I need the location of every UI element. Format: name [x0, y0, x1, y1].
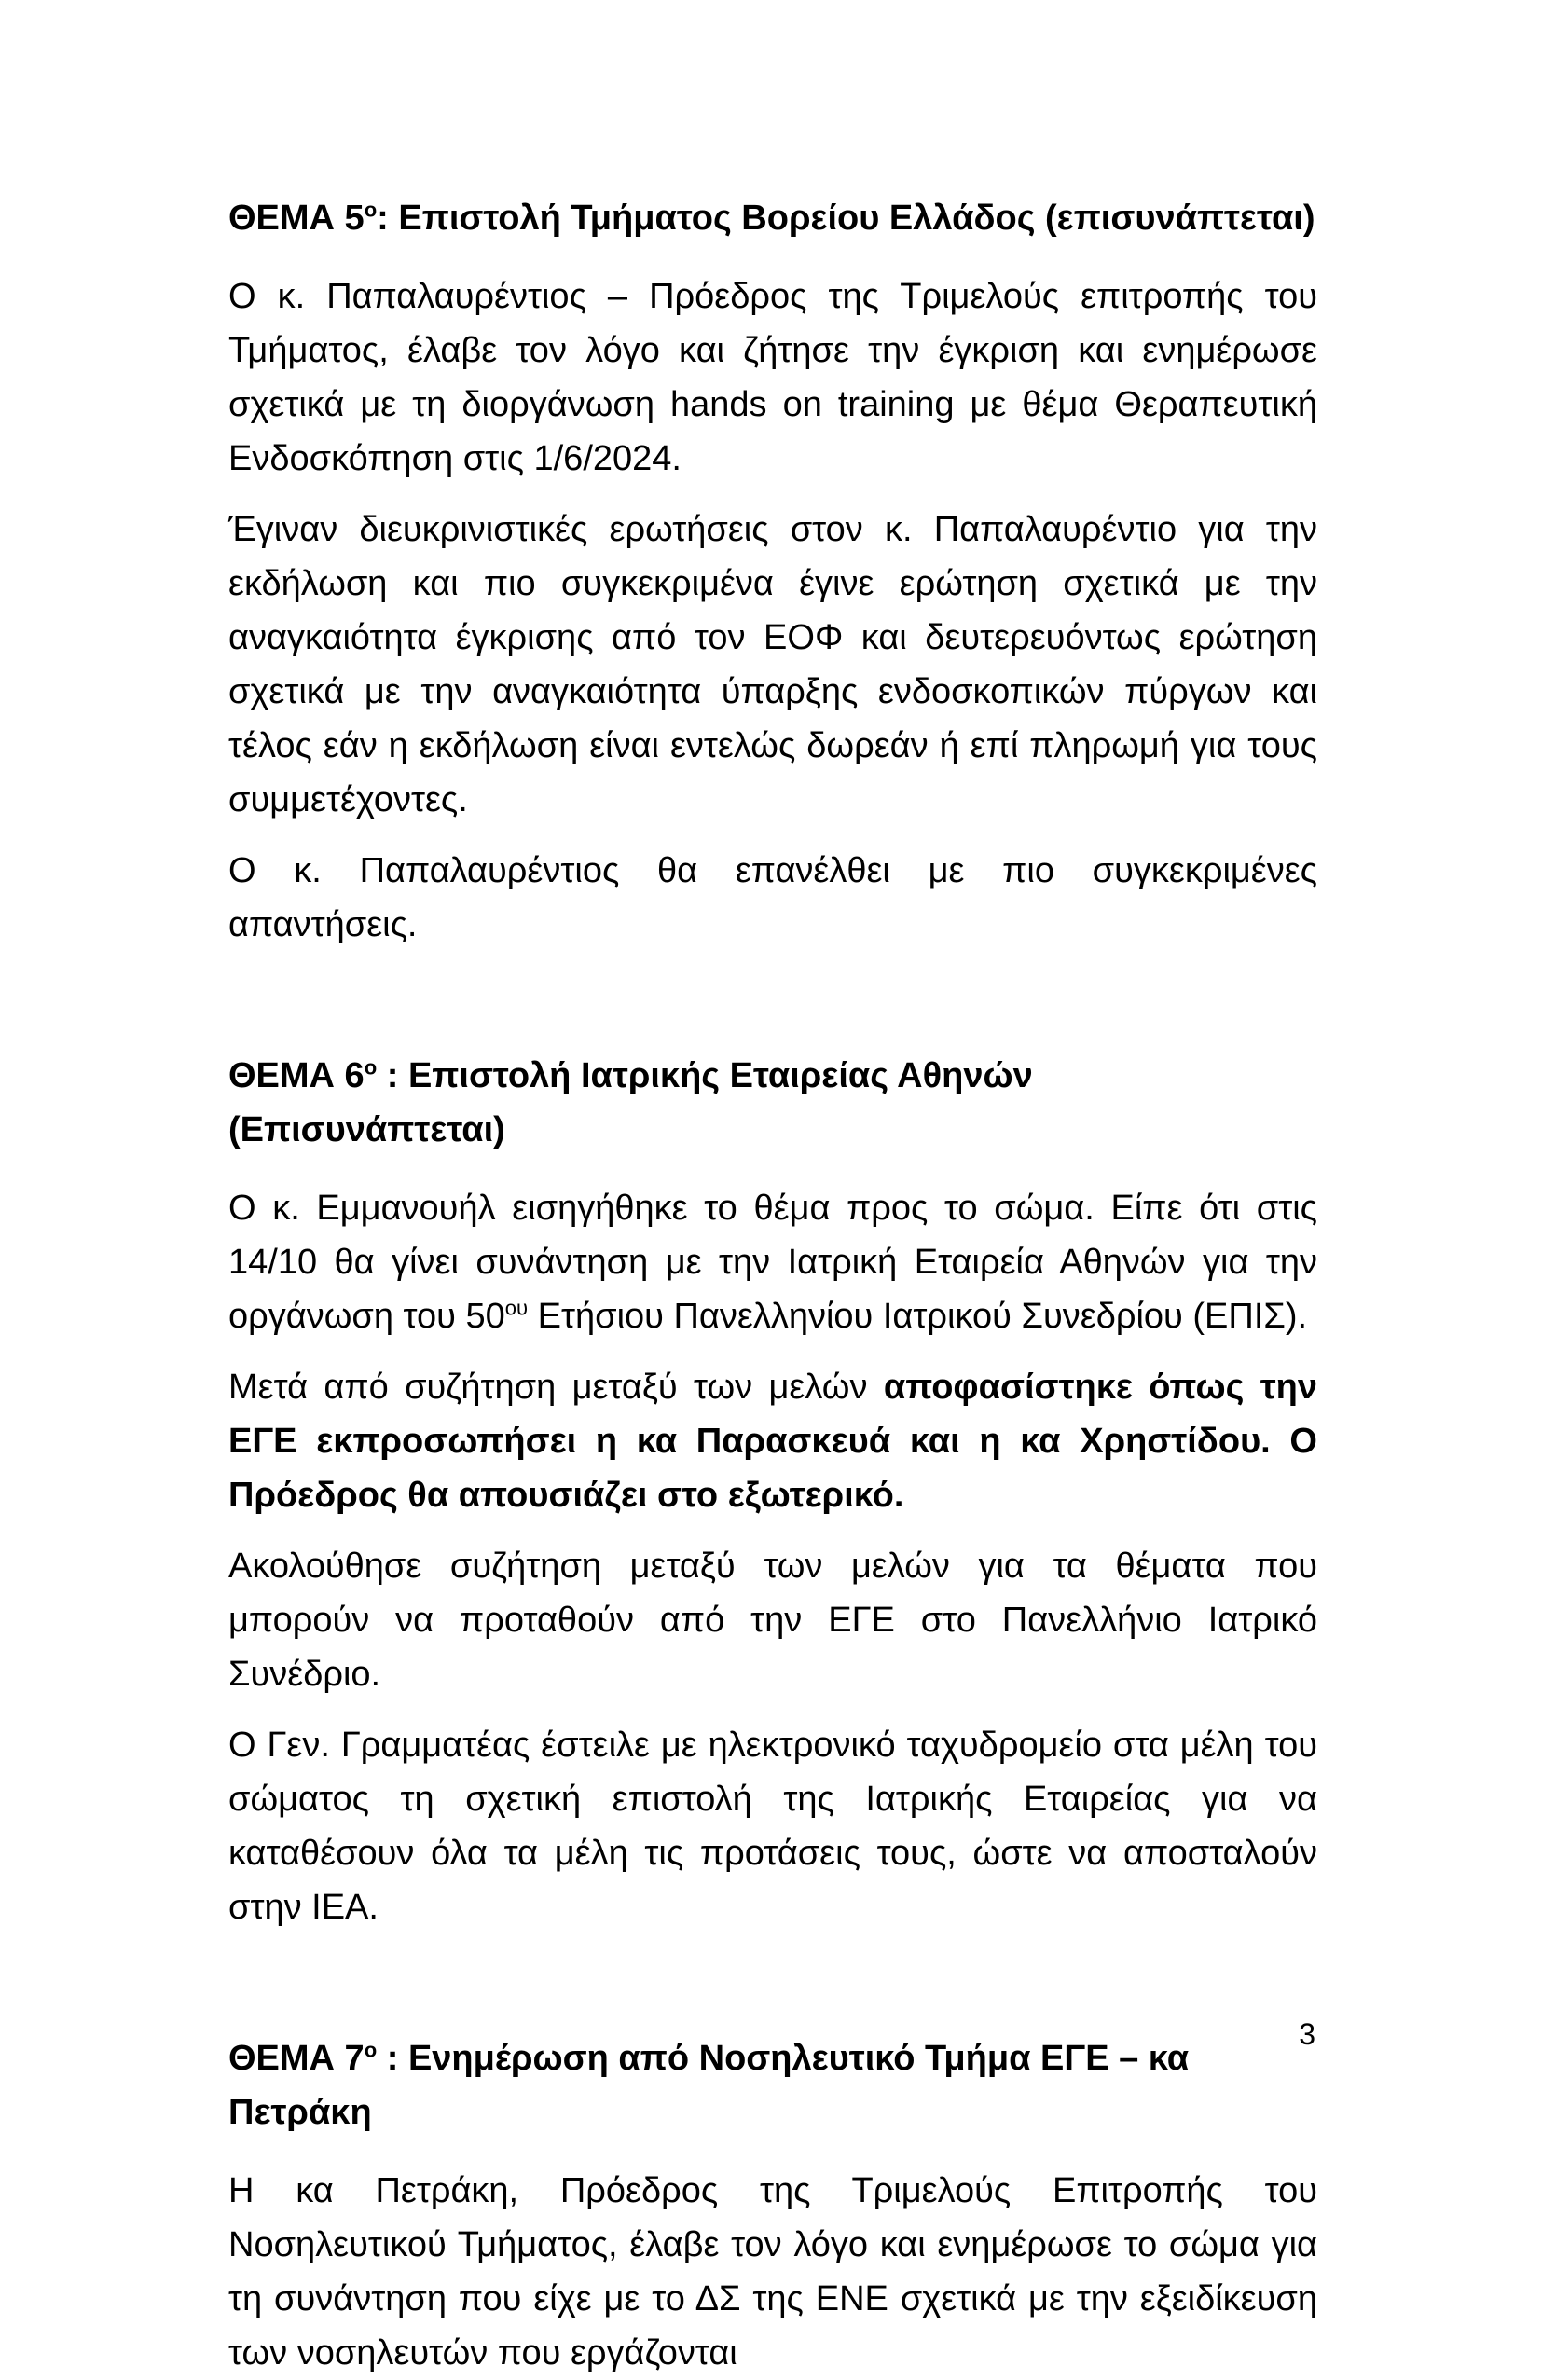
section-heading-thema-5: [228, 191, 1317, 245]
heading-text: ΘΕΜΑ 7: [228, 2039, 365, 2078]
ordinal-superscript: ου: [504, 1296, 529, 1320]
section-heading-thema-6: [228, 1049, 1317, 1157]
heading-text: ΘΕΜΑ 5: [228, 199, 365, 238]
page-number: 3: [1299, 2017, 1315, 2051]
heading-text: : Επιστολή Ιατρικής Εταιρείας Αθηνών (Επισυνάπτεται): [228, 1056, 1033, 1149]
paragraph-thema5-followup: Ο κ. Παπαλαυρέντιος θα επανέλθει με πιο συγκεκριμένες απαντήσεις.: [228, 851, 1317, 944]
ordinal-superscript: ο: [364, 1055, 378, 1080]
paragraph-thema6-intro: [228, 1181, 1317, 1343]
paragraph-thema7-intro: Η κα Πετράκη, Πρόεδρος της Τριμελούς Επιτροπής του Νοσηλευτικού Τμήματος, έλαβε τον λόγο και ενημέρωσε το σώμα για τη συνάντηση που είχε με το ΔΣ της ΕΝΕ σχετικά με την εξειδίκευση των νοσηλευτών που εργάζονται: [228, 2171, 1317, 2373]
paragraph-bold-text: αποφασίστηκε όπως την ΕΓΕ εκπροσωπήσει η κα Παρασκευά και η κα Χρηστίδου. Ο Πρόεδρος θα απουσιάζει στο εξωτερικό.: [228, 1368, 1317, 1515]
section-heading-thema-7: [228, 2031, 1317, 2139]
ordinal-superscript: ο: [364, 2038, 378, 2062]
paragraph-thema6-discussion: Ακολούθησε συζήτηση μεταξύ των μελών για τα θέματα που μπορούν να προταθούν από την ΕΓΕ στο Πανελλήνιο Ιατρικό Συνέδριο.: [228, 1547, 1317, 1694]
ordinal-superscript: ο: [364, 198, 378, 222]
paragraph-thema6-decision: [228, 1360, 1317, 1522]
heading-text: : Ενημέρωση από Νοσηλευτικό Τμήμα ΕΓΕ – κα Πετράκη: [228, 2039, 1190, 2132]
paragraph-thema5-intro: Ο κ. Παπαλαυρέντιος – Πρόεδρος της Τριμελούς επιτροπής του Τμήματος, έλαβε τον λόγο και ζήτησε την έγκριση και ενημέρωσε σχετικά με τη διοργάνωση hands on training με θέμα Θεραπευτική Ενδοσκόπηση στις 1/6/2024.: [228, 277, 1317, 478]
paragraph-text: Μετά από συζήτηση μεταξύ των μελών: [228, 1368, 884, 1407]
paragraph-text: Ετήσιου Πανελληνίου Ιατρικού Συνεδρίου (ΕΠΙΣ).: [528, 1297, 1308, 1336]
heading-text: ΘΕΜΑ 6: [228, 1056, 365, 1095]
paragraph-text: Ο κ. Εμμανουήλ εισηγήθηκε το θέμα προς το σώμα. Είπε ότι στις 14/10 θα γίνει συνάντηση με την Ιατρική Εταιρεία Αθηνών για την οργάνωση του 50: [228, 1189, 1317, 1336]
paragraph-thema5-questions: Έγιναν διευκρινιστικές ερωτήσεις στον κ. Παπαλαυρέντιο για την εκδήλωση και πιο συγκεκριμένα έγινε ερώτηση σχετικά με την αναγκαιότητα έγκρισης από τον ΕΟΦ και δευτερευόντως ερώτηση σχετικά με την αναγκαιότητα ύπαρξης ενδοσκοπικών πύργων και τέλος εάν η εκδήλωση είναι εντελώς δωρεάν ή επί πληρωμή για τους συμμετέχοντες.: [228, 510, 1317, 819]
paragraph-thema6-email: Ο Γεν. Γραμματέας έστειλε με ηλεκτρονικό ταχυδρομείο στα μέλη του σώματος τη σχετική επιστολή της Ιατρικής Εταιρείας για να καταθέσουν όλα τα μέλη τις προτάσεις τους, ώστε να αποσταλούν στην ΙΕΑ.: [228, 1726, 1317, 1927]
heading-text: : Επιστολή Τμήματος Βορείου Ελλάδος (επισυνάπτεται): [377, 199, 1315, 238]
